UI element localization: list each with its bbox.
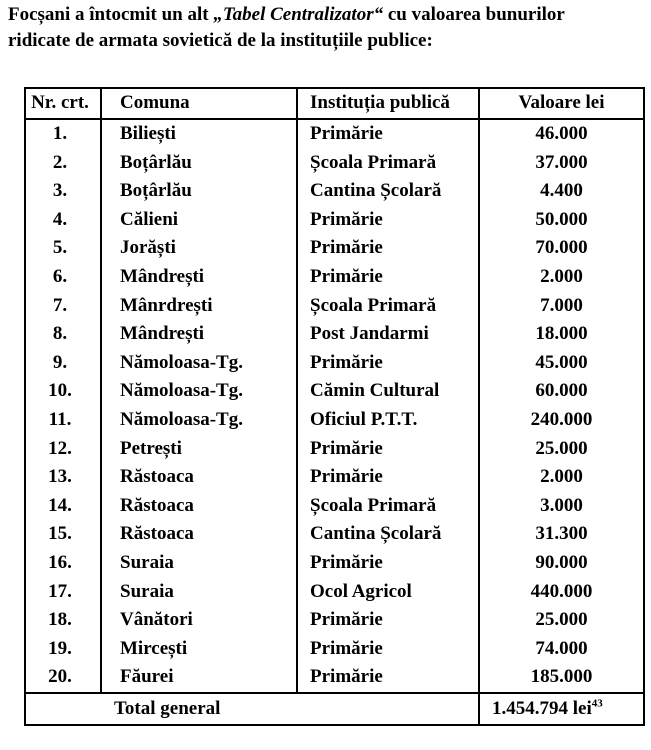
row-valoare: 25.000 (479, 435, 644, 464)
table-row (25, 463, 644, 492)
table-row (25, 578, 644, 607)
table-row (25, 406, 644, 435)
row-comuna: Suraia (101, 549, 297, 578)
row-institutie: Primărie (297, 119, 479, 149)
row-valoare: 70.000 (479, 234, 644, 263)
table-row (25, 492, 644, 521)
row-comuna: Răstoaca (101, 463, 297, 492)
row-comuna: Nămoloasa-Tg. (101, 349, 297, 378)
row-number: 7. (25, 292, 101, 321)
table-row (25, 606, 644, 635)
table-row (25, 520, 644, 549)
row-institutie: Școala Primară (297, 292, 479, 321)
table-row (25, 206, 644, 235)
row-institutie: Primărie (297, 234, 479, 263)
row-valoare: 4.400 (479, 177, 644, 206)
row-institutie: Cantina Școlară (297, 177, 479, 206)
row-number: 6. (25, 263, 101, 292)
total-value: 1.454.794 lei (492, 697, 592, 719)
total-label: Total general (25, 693, 297, 725)
total-spacer (297, 693, 479, 725)
row-comuna: Jorăști (101, 234, 297, 263)
row-number: 3. (25, 177, 101, 206)
table-row (25, 263, 644, 292)
row-institutie: Primărie (297, 263, 479, 292)
intro-paragraph (8, 2, 651, 54)
table-row (25, 349, 644, 378)
row-comuna: Făurei (101, 663, 297, 693)
row-comuna: Boțârlău (101, 177, 297, 206)
table-row (25, 149, 644, 178)
table-row (25, 177, 644, 206)
row-number: 16. (25, 549, 101, 578)
row-comuna: Mândrești (101, 263, 297, 292)
table-row (25, 549, 644, 578)
table-header-row (25, 88, 644, 119)
row-number: 19. (25, 635, 101, 664)
row-number: 20. (25, 663, 101, 693)
row-number: 5. (25, 234, 101, 263)
row-institutie: Ocol Agricol (297, 578, 479, 607)
table-row (25, 320, 644, 349)
row-institutie: Primărie (297, 349, 479, 378)
row-valoare: 25.000 (479, 606, 644, 635)
row-number: 11. (25, 406, 101, 435)
row-comuna: Nămoloasa-Tg. (101, 377, 297, 406)
header-institutie: Instituția publică (297, 88, 479, 119)
row-valoare: 45.000 (479, 349, 644, 378)
intro-text-end: cu valoarea bunurilor (383, 4, 565, 25)
row-comuna: Nămoloasa-Tg. (101, 406, 297, 435)
row-number: 14. (25, 492, 101, 521)
row-valoare: 185.000 (479, 663, 644, 693)
row-valoare: 2.000 (479, 463, 644, 492)
row-valoare: 46.000 (479, 119, 644, 149)
row-number: 4. (25, 206, 101, 235)
row-institutie: Școala Primară (297, 492, 479, 521)
table-row (25, 119, 644, 149)
intro-text: Focșani a întocmit un alt (8, 4, 214, 25)
row-comuna: Biliești (101, 119, 297, 149)
intro-line-1 (8, 2, 651, 28)
row-comuna: Suraia (101, 578, 297, 607)
row-institutie: Primărie (297, 635, 479, 664)
row-comuna: Mânrdrești (101, 292, 297, 321)
row-valoare: 3.000 (479, 492, 644, 521)
row-institutie: Primărie (297, 435, 479, 464)
row-valoare: 31.300 (479, 520, 644, 549)
row-institutie: Primărie (297, 549, 479, 578)
row-number: 18. (25, 606, 101, 635)
row-institutie: Primărie (297, 463, 479, 492)
row-comuna: Mircești (101, 635, 297, 664)
row-number: 8. (25, 320, 101, 349)
row-number: 12. (25, 435, 101, 464)
intro-line-2: ridicate de armata sovietică de la instituțiile publice: (8, 30, 433, 51)
row-comuna: Vânători (101, 606, 297, 635)
row-institutie: Post Jandarmi (297, 320, 479, 349)
row-comuna: Boțârlău (101, 149, 297, 178)
row-valoare: 7.000 (479, 292, 644, 321)
row-institutie: Școala Primară (297, 149, 479, 178)
total-footnote: 43 (591, 697, 603, 710)
centralizer-table (24, 87, 645, 726)
row-institutie: Cantina Școlară (297, 520, 479, 549)
row-number: 2. (25, 149, 101, 178)
row-institutie: Oficiul P.T.T. (297, 406, 479, 435)
row-comuna: Răstoaca (101, 520, 297, 549)
header-comuna: Comuna (101, 88, 297, 119)
total-value-cell (479, 693, 644, 725)
row-number: 15. (25, 520, 101, 549)
row-valoare: 18.000 (479, 320, 644, 349)
row-number: 17. (25, 578, 101, 607)
row-comuna: Călieni (101, 206, 297, 235)
table-row (25, 663, 644, 693)
row-valoare: 90.000 (479, 549, 644, 578)
row-comuna: Petrești (101, 435, 297, 464)
row-number: 10. (25, 377, 101, 406)
table-row (25, 292, 644, 321)
table-row (25, 234, 644, 263)
header-valoare: Valoare lei (479, 88, 644, 119)
row-valoare: 50.000 (479, 206, 644, 235)
total-row (25, 693, 644, 725)
row-valoare: 2.000 (479, 263, 644, 292)
table-row (25, 635, 644, 664)
row-number: 1. (25, 119, 101, 149)
row-number: 13. (25, 463, 101, 492)
header-nr: Nr. crt. (25, 88, 101, 119)
row-valoare: 440.000 (479, 578, 644, 607)
row-valoare: 240.000 (479, 406, 644, 435)
row-valoare: 74.000 (479, 635, 644, 664)
intro-italic-title: „Tabel Centralizator“ (213, 4, 384, 25)
row-institutie: Primărie (297, 206, 479, 235)
row-institutie: Primărie (297, 663, 479, 693)
row-institutie: Cămin Cultural (297, 377, 479, 406)
row-comuna: Răstoaca (101, 492, 297, 521)
row-comuna: Mândrești (101, 320, 297, 349)
row-institutie: Primărie (297, 606, 479, 635)
row-valoare: 60.000 (479, 377, 644, 406)
row-number: 9. (25, 349, 101, 378)
table-row (25, 435, 644, 464)
row-valoare: 37.000 (479, 149, 644, 178)
table-row (25, 377, 644, 406)
